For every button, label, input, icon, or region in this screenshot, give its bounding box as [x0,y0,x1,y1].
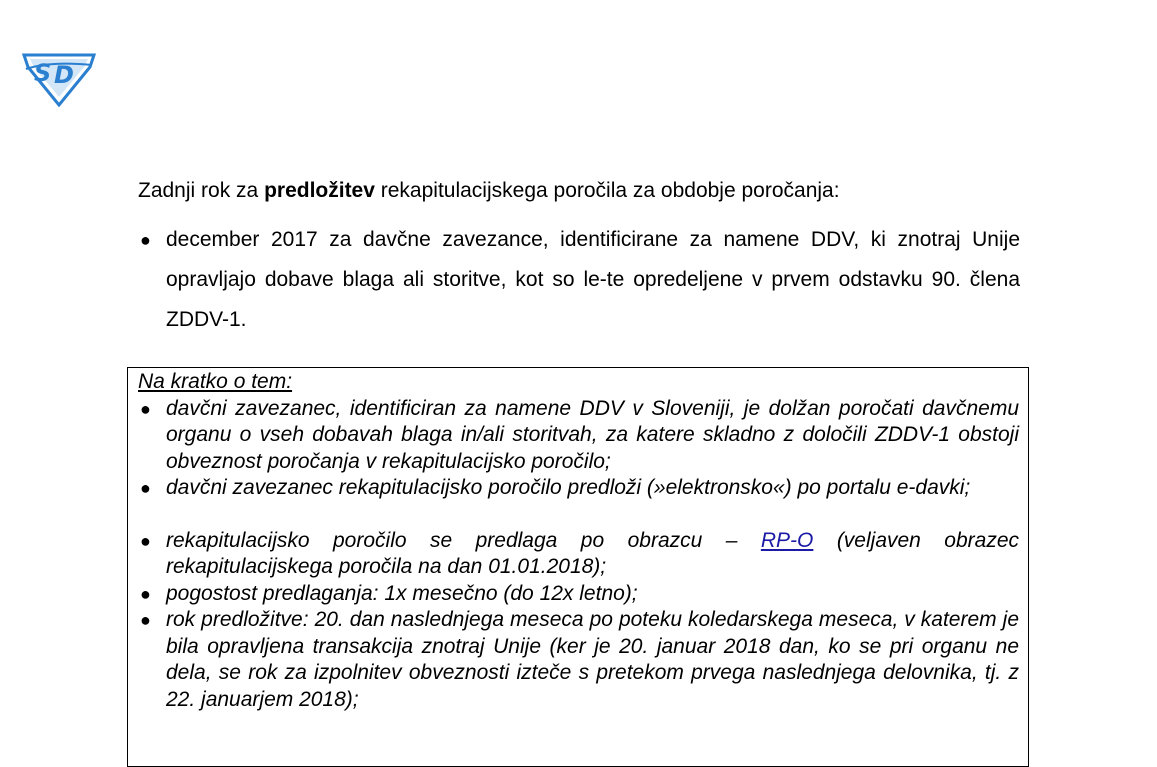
summary-box [127,367,1029,767]
summary-item [138,396,1019,476]
summary-item-text: rok predložitve: 20. dan naslednjega meseca po poteku koledarskega meseca, v katerem je bila opravljena transakcija znotraj Unije (ker je 20. januar 2018 dan, ko se pri organu ne dela, se rok za izpolnitev obveznosti izteče s pretekom prvega naslednjega delovnika, tj. z 22. januarjem 2018); [166,608,1019,711]
summary-item [138,607,1019,713]
bullet-icon: ● [140,583,151,604]
bullet-icon: ● [140,230,151,250]
summary-item [138,475,1019,502]
summary-item-text-before-link: rekapitulacijsko poročilo se predlaga po obrazcu – [166,528,761,552]
svg-text:D: D [54,61,74,89]
summary-item-text-after-link: (veljaven obrazec rekapitulacijskega poročila na dan 01.01.2018); [166,528,1020,578]
deadline-text: december 2017 za davčne zavezance, identificirane za namene DDV, ki znotraj Unije opravljajo dobave blaga ali storitve, kot so le-te opredeljene v prvem odstavku 90. člena ZDDV-1. [166,228,1020,331]
intro-bold-word: predložitev [264,179,375,202]
bullet-icon: ● [140,398,151,419]
deadline-list [138,220,1020,340]
bullet-icon: ● [140,610,151,630]
bullet-icon: ● [140,478,151,498]
intro-text-after: rekapitulacijskega poročila za obdobje poročanja: [374,179,840,202]
intro-text-before: Zadnji rok za [138,179,265,202]
bullet-icon: ● [140,530,151,551]
deadline-item [138,220,1020,340]
summary-item [138,528,1019,581]
sd-shield-logo [20,45,98,107]
summary-item-text: davčni zavezanec, identificiran za namene DDV v Sloveniji, je dolžan poročati davčnemu organu o vseh dobavah blaga in/ali storitvah, za katere skladno z določili ZDDV-1 obstoji obveznost poročanja v rekapitulacijsko poročilo; [166,396,1019,473]
summary-list [138,396,1019,714]
summary-item-text: davčni zavezanec rekapitulacijsko poročilo predloži (»elektronsko«) po portalu e-davki; [166,476,971,499]
svg-text:S: S [34,59,52,87]
intro-sentence [138,178,1020,204]
summary-item-text: pogostost predlaganja: 1x mesečno (do 12x letno); [166,581,638,605]
rp-o-form-link[interactable]: RP-O [760,528,814,552]
summary-title: Na kratko o tem: [138,370,293,393]
summary-item [138,581,1019,608]
